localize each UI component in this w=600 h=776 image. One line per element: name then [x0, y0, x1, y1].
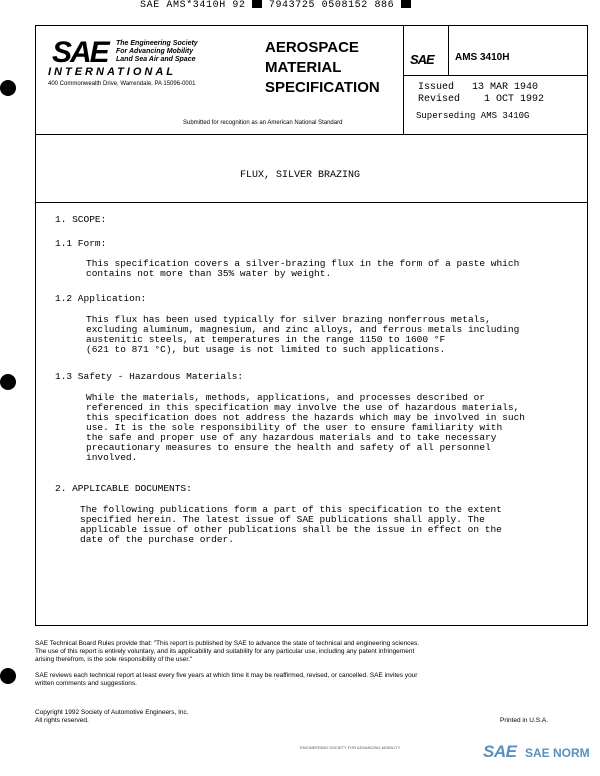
text-line: SAE Technical Board Rules provide that: "This report is published by SAE to advance the state of technical and engineering sciences. — [35, 640, 420, 647]
header-code — [140, 0, 411, 11]
docid-underline — [403, 75, 588, 76]
sae-logo: SAE — [52, 36, 108, 69]
spec-title-line1: AEROSPACE — [265, 39, 359, 56]
org-address: 400 Commonwealth Drive, Warrendale, PA 15096-0001 — [48, 81, 196, 87]
docid-divider — [448, 25, 449, 75]
issued-label: Issued — [418, 82, 455, 93]
header-code-part1: SAE AMS*3410H 92 — [140, 0, 246, 11]
review-note — [35, 672, 417, 688]
text-line: excluding aluminum, magnesium, and zinc alloys, and ferrous metals including — [86, 324, 520, 335]
issue-dates — [418, 82, 544, 106]
org-line1: The Engineering Society — [116, 40, 198, 47]
text-line: referenced in this specification may involve the use of hazardous materials, — [86, 402, 520, 413]
section-1-1-heading: 1.1 Form: — [55, 238, 107, 249]
printed-in: Printed in U.S.A. — [500, 717, 549, 724]
text-line: While the materials, methods, applications, and processes described or — [86, 392, 486, 403]
org-tagline — [116, 40, 216, 64]
text-line: contains not more than 35% water by weight. — [86, 268, 332, 279]
text-line: arising therefrom, is the sole responsibility of the user." — [35, 656, 193, 663]
copyright-line2: All rights reserved. — [35, 717, 89, 724]
header-code-part2: 7943725 0508152 886 — [268, 0, 395, 11]
section-1-3-text — [86, 393, 525, 463]
copyright — [35, 709, 189, 725]
spec-title-line3: SPECIFICATION — [265, 79, 380, 96]
section-2-text — [80, 505, 502, 545]
text-line: This flux has been used typically for silver brazing nonferrous metals, — [86, 314, 491, 325]
title-divider — [35, 202, 588, 203]
org-line3: Land Sea Air and Space — [116, 56, 196, 63]
text-line: written comments and suggestions. — [35, 680, 137, 687]
org-international: INTERNATIONAL — [48, 66, 177, 78]
text-line: The following publications form a part of this specification to the extent — [80, 504, 502, 515]
issued-date: 13 MAR 1940 — [472, 82, 539, 93]
binder-hole-middle — [0, 374, 16, 390]
text-line: austenitic steels, at temperatures in the range 1150 to 1600 °F — [86, 334, 446, 345]
text-line: involved. — [86, 452, 138, 463]
section-1-2-heading: 1.2 Application: — [55, 293, 147, 304]
brand-logo: SAE — [483, 742, 517, 761]
binder-hole-top — [0, 80, 16, 96]
text-line: date of the purchase order. — [80, 534, 234, 545]
barcode-block-1 — [252, 0, 262, 8]
spec-title — [265, 38, 380, 98]
superseding: Superseding AMS 3410G — [416, 111, 530, 121]
text-line: precautionary measures to ensure the health and safety of all personnel — [86, 442, 491, 453]
text-line: use. It is the sole responsibility of the user to ensure familiarity with — [86, 422, 503, 433]
text-line: This specification covers a silver-brazing flux in the form of a paste which — [86, 258, 520, 269]
brand-text: SAE NORM — [525, 746, 590, 760]
section-1-heading: 1. SCOPE: — [55, 214, 107, 225]
revised-date: 1 OCT 1992 — [484, 94, 545, 105]
revised-row — [418, 94, 544, 106]
org-line2: For Advancing Mobility — [116, 48, 194, 55]
text-line: this specification does not address the hazards which may be involved in such — [86, 412, 525, 423]
section-1-3-heading: 1.3 Safety - Hazardous Materials: — [55, 371, 244, 382]
issued-row — [418, 82, 544, 94]
text-line: The use of this report is entirely voluntary, and its applicability and suitability for any particular use, including any patent infringement — [35, 648, 415, 655]
tiny-footer-text: ENGINEERING SOCIETY FOR ADVANCING MOBILITY — [300, 745, 401, 750]
board-rules-note — [35, 640, 419, 664]
copyright-line1: Copyright 1992 Society of Automotive Engineers, Inc. — [35, 709, 189, 716]
section-2-heading: 2. APPLICABLE DOCUMENTS: — [55, 483, 192, 494]
section-1-1-text — [86, 259, 519, 279]
header-vertical-divider — [403, 25, 404, 134]
revised-label: Revised — [418, 94, 461, 105]
binder-hole-bottom — [0, 668, 16, 684]
text-line: applicable issue of other publications shall be the issue in effect on the — [80, 524, 502, 535]
document-title: FLUX, SILVER BRAZING — [239, 170, 361, 181]
docid-sae-logo: SAE — [410, 52, 434, 67]
text-line: specified herein. The latest issue of SAE publications shall apply. The — [80, 514, 485, 525]
submitted-note: Submitted for recognition as an American National Standard — [183, 120, 343, 126]
document-number: AMS 3410H — [455, 52, 510, 63]
spec-title-line2: MATERIAL — [265, 59, 342, 76]
barcode-block-2 — [401, 0, 411, 8]
text-line: (621 to 871 °C), but usage is not limited to such applications. — [86, 344, 446, 355]
header-divider — [35, 134, 588, 135]
text-line: SAE reviews each technical report at least every five years at which time it may be reaffirmed, revised, or cancelled. SAE invites your — [35, 672, 418, 679]
text-line: the safe and proper use of any hazardous materials and to take necessary — [86, 432, 497, 443]
section-1-2-text — [86, 315, 519, 355]
